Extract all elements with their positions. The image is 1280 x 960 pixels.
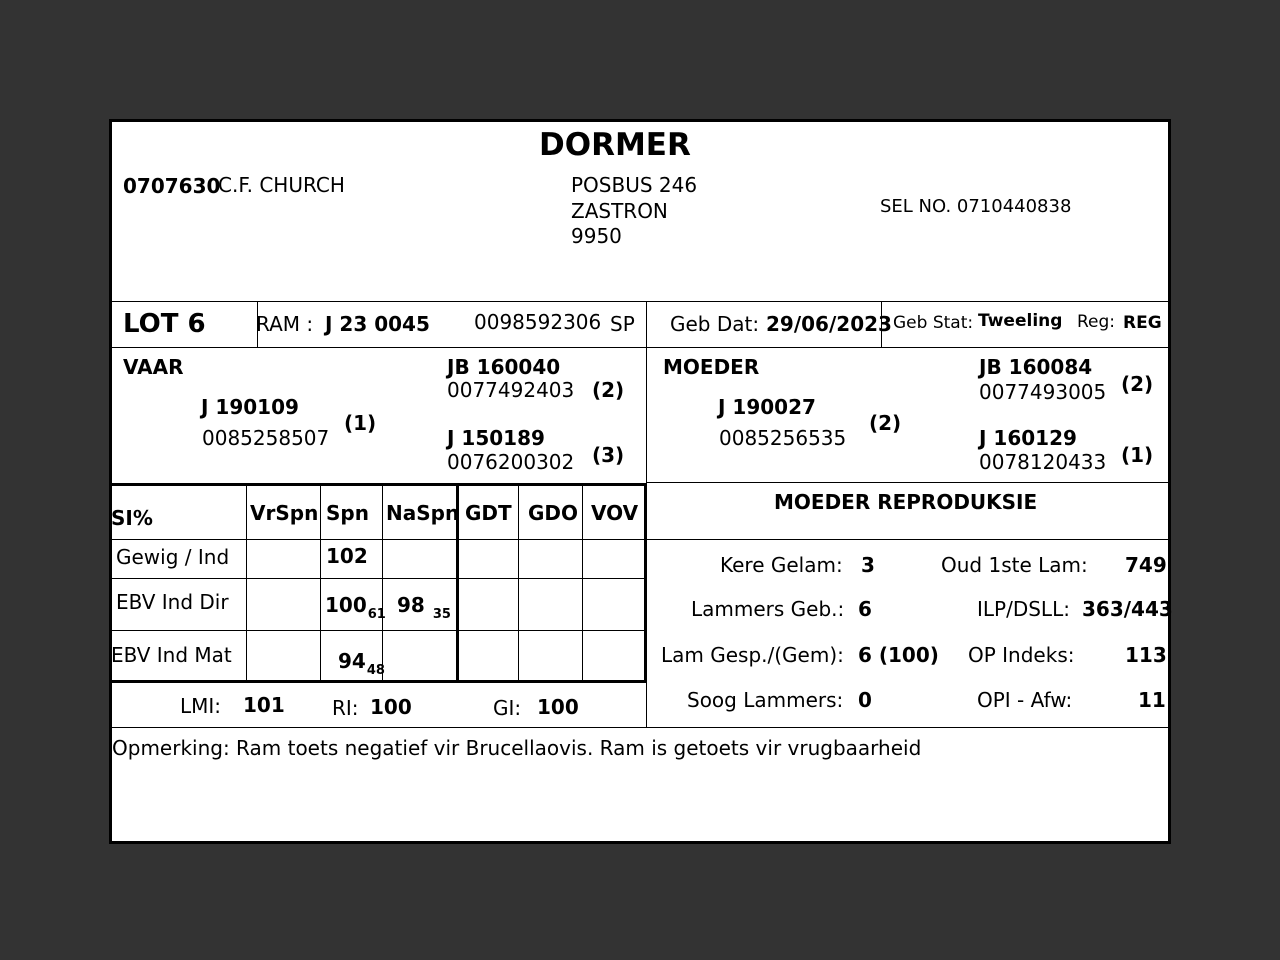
gdo-header: GDO bbox=[528, 501, 579, 525]
op-indeks-label: OP Indeks: bbox=[968, 643, 1075, 667]
address-line-1: POSBUS 246 bbox=[571, 173, 698, 197]
ram-label: RAM : bbox=[256, 312, 314, 336]
dam-sire-rank: (2) bbox=[1121, 372, 1154, 396]
spn-accuracy: 61 bbox=[367, 607, 386, 622]
remark: Opmerking: Ram toets negatief vir Brucellaovis. Ram is getoets vir vrugbaarheid bbox=[112, 736, 922, 760]
spn-value-cell bbox=[325, 595, 386, 621]
opi-afw-value: 11 bbox=[1138, 688, 1166, 712]
lammers-geb-value: 6 bbox=[858, 597, 872, 621]
row-label: EBV Ind Dir bbox=[116, 590, 229, 614]
spn-accuracy: 48 bbox=[366, 663, 385, 678]
vov-header: VOV bbox=[591, 501, 639, 525]
lmi-value: 101 bbox=[243, 693, 285, 717]
oud-label: Oud 1ste Lam: bbox=[941, 553, 1088, 577]
reproduction-title: MOEDER REPRODUKSIE bbox=[774, 490, 1038, 514]
breeder-name: C.F. CHURCH bbox=[218, 173, 345, 197]
sire-sire-id: JB 160040 bbox=[447, 355, 561, 379]
lammers-geb-label: Lammers Geb.: bbox=[691, 597, 845, 621]
dam-sire-id: JB 160084 bbox=[979, 355, 1093, 379]
dam-dam-id: J 160129 bbox=[979, 426, 1077, 450]
birth-date: 29/06/2023 bbox=[766, 312, 892, 336]
lot-number: LOT 6 bbox=[123, 309, 206, 339]
dam-id: J 190027 bbox=[718, 395, 816, 419]
gdt-header: GDT bbox=[465, 501, 512, 525]
oud-value: 749 bbox=[1125, 553, 1167, 577]
ram-id: J 23 0045 bbox=[325, 312, 430, 336]
spn-value: 102 bbox=[326, 544, 368, 568]
vrspn-header: VrSpn bbox=[250, 501, 319, 525]
table-line bbox=[518, 484, 519, 681]
soog-value: 0 bbox=[858, 688, 872, 712]
sire-sire-rank: (2) bbox=[592, 378, 625, 402]
ilp-value: 363/443 bbox=[1082, 597, 1173, 621]
table-border bbox=[110, 483, 647, 486]
sire-dam-number: 0076200302 bbox=[447, 450, 575, 474]
naspn-accuracy: 35 bbox=[432, 607, 451, 622]
spn-header: Spn bbox=[326, 501, 369, 525]
divider bbox=[647, 539, 1168, 540]
table-line bbox=[320, 484, 321, 681]
table-line bbox=[246, 484, 247, 681]
divider bbox=[112, 727, 1168, 728]
gi-value: 100 bbox=[537, 695, 579, 719]
kere-label: Kere Gelam: bbox=[720, 553, 843, 577]
ri-label: RI: bbox=[332, 696, 359, 720]
ram-number: 0098592306 bbox=[474, 310, 602, 334]
ram-code: SP bbox=[610, 312, 635, 336]
spn-value-cell bbox=[338, 651, 385, 677]
lmi-label: LMI: bbox=[180, 694, 222, 718]
table-line bbox=[112, 578, 646, 579]
dam-rank: (2) bbox=[869, 411, 902, 435]
naspn-value: 98 bbox=[397, 593, 425, 617]
table-line bbox=[112, 539, 646, 540]
birth-status: Tweeling bbox=[978, 311, 1063, 331]
lam-gesp-value: 6 (100) bbox=[858, 643, 939, 667]
sire-dam-rank: (3) bbox=[592, 443, 625, 467]
soog-label: Soog Lammers: bbox=[687, 688, 844, 712]
dam-label: MOEDER bbox=[663, 355, 760, 379]
op-indeks-value: 113 bbox=[1125, 643, 1167, 667]
table-line bbox=[582, 484, 583, 681]
si-header: SI% bbox=[111, 506, 153, 530]
spn-value: 100 bbox=[325, 593, 367, 617]
ilp-label: ILP/DSLL: bbox=[977, 597, 1070, 621]
sire-rank: (1) bbox=[344, 411, 377, 435]
table-border bbox=[644, 483, 647, 682]
divider bbox=[112, 347, 1168, 348]
divider bbox=[647, 482, 1168, 483]
table-line bbox=[112, 630, 646, 631]
sire-dam-id: J 150189 bbox=[447, 426, 545, 450]
reg-label: Reg: bbox=[1077, 312, 1116, 332]
row-label: Gewig / Ind bbox=[116, 545, 230, 569]
table-border bbox=[110, 680, 647, 683]
dam-sire-number: 0077493005 bbox=[979, 380, 1107, 404]
breeder-number: 0707630 bbox=[123, 174, 221, 198]
sire-number: 0085258507 bbox=[202, 426, 330, 450]
sire-id: J 190109 bbox=[201, 395, 299, 419]
sire-label: VAAR bbox=[123, 355, 184, 379]
address-line-2: ZASTRON bbox=[571, 199, 668, 223]
kere-value: 3 bbox=[861, 553, 875, 577]
dam-dam-number: 0078120433 bbox=[979, 450, 1107, 474]
ri-value: 100 bbox=[370, 695, 412, 719]
address-line-3: 9950 bbox=[571, 224, 622, 248]
sire-sire-number: 0077492403 bbox=[447, 378, 575, 402]
birth-status-label: Geb Stat: bbox=[893, 313, 974, 333]
breed-title: DORMER bbox=[539, 127, 691, 163]
sel-number: SEL NO. 0710440838 bbox=[880, 196, 1072, 217]
row-label: EBV Ind Mat bbox=[111, 643, 232, 667]
spn-value: 94 bbox=[338, 649, 366, 673]
naspn-value-cell bbox=[397, 595, 451, 621]
dam-dam-rank: (1) bbox=[1121, 443, 1154, 467]
naspn-header: NaSpn bbox=[386, 501, 460, 525]
opi-afw-label: OPI - Afw: bbox=[977, 688, 1073, 712]
dam-number: 0085256535 bbox=[719, 426, 847, 450]
reg-value: REG bbox=[1123, 313, 1162, 333]
birth-date-label: Geb Dat: bbox=[670, 312, 760, 336]
gi-label: GI: bbox=[493, 696, 522, 720]
lam-gesp-label: Lam Gesp./(Gem): bbox=[661, 643, 844, 667]
divider bbox=[112, 301, 1168, 302]
